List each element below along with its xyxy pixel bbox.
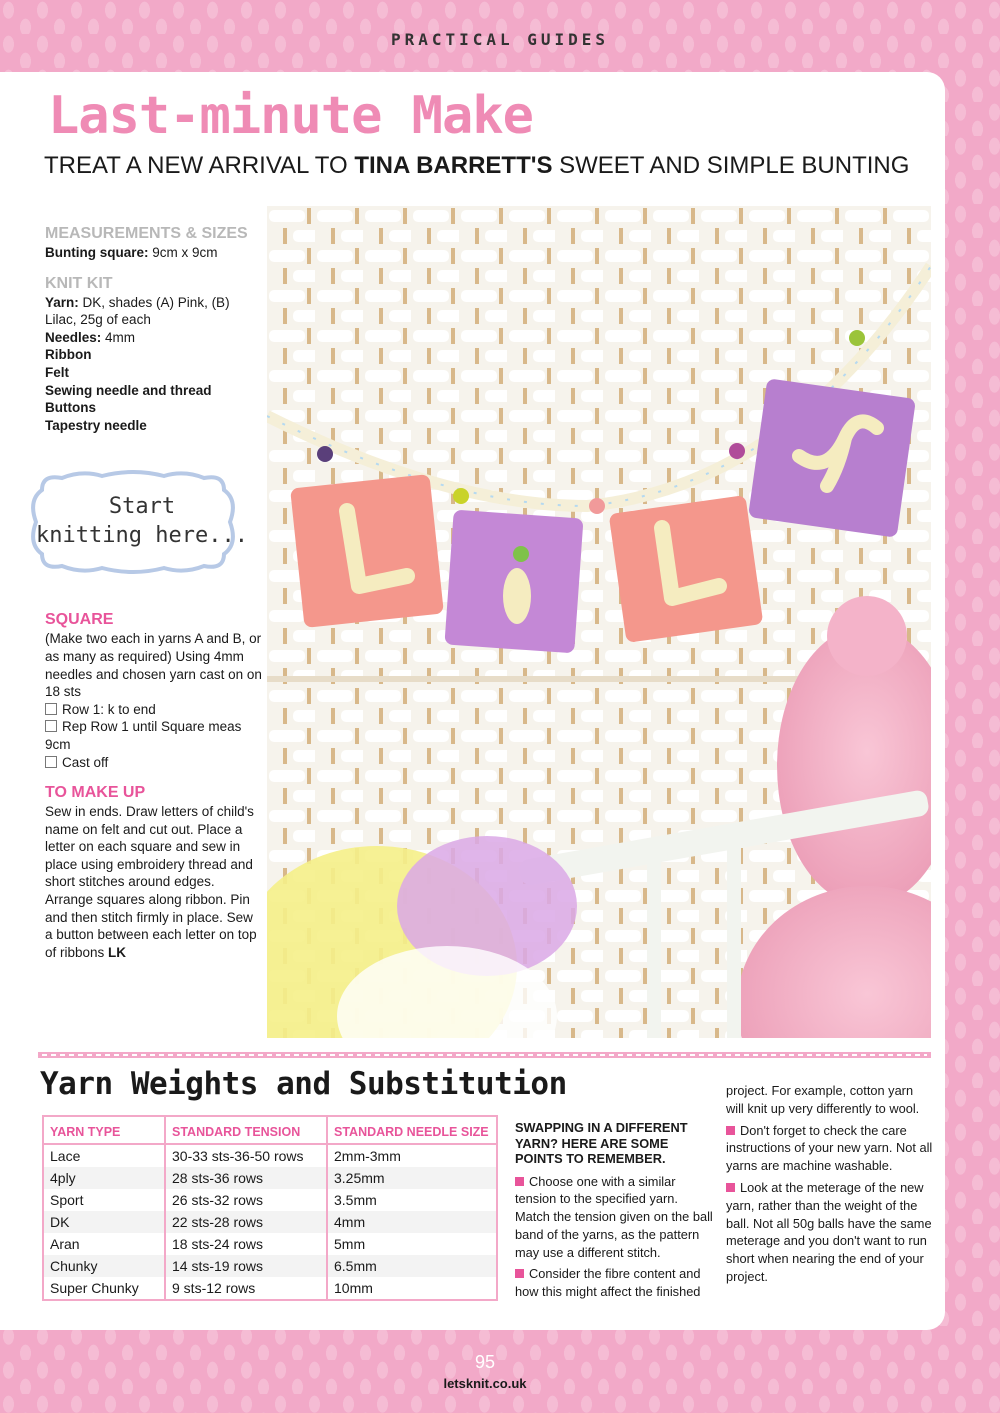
col-header: STANDARD TENSION — [165, 1116, 327, 1144]
kit-needles — [45, 329, 263, 347]
subtitle-pre: TREAT A NEW ARRIVAL TO — [44, 152, 355, 179]
kit-item: Tapestry needle — [45, 417, 147, 433]
button-decoration — [589, 498, 605, 514]
tip-item: Consider the fibre content and how this might affect the finished — [515, 1266, 701, 1300]
table-row: 4ply 28 sts-36 rows 3.25mm — [43, 1167, 497, 1189]
bullet-icon — [515, 1269, 524, 1278]
bunting-flag — [444, 510, 583, 654]
square-step: Rep Row 1 until Square meas 9cm — [45, 719, 242, 752]
section-header: PRACTICAL GUIDES — [390, 30, 610, 49]
pattern-sidebar — [45, 224, 263, 961]
bunting-photo — [267, 206, 931, 1038]
table-row: Lace 30-33 sts-36-50 rows 2mm-3mm — [43, 1144, 497, 1167]
measurements-heading: MEASUREMENTS & SIZES — [45, 225, 248, 242]
tip-item: Look at the meterage of the new yarn, rather than the weight of the ball. Not all 50g balls have the same meterage and you don't want to run short when nearing the end of your project. — [726, 1179, 932, 1284]
tips-column-1 — [515, 1120, 713, 1305]
tip-item: Don't forget to check the care instructions of your new yarn. Not all yarns are machine washable. — [726, 1122, 933, 1174]
tip-item: Choose one with a similar tension to the specified yarn. Match the tension given on the ball band of the yarns, as the pattern may use a different stitch. — [515, 1173, 713, 1260]
table-row: Chunky 14 sts-19 rows 6.5mm — [43, 1255, 497, 1277]
section-divider — [38, 1050, 931, 1060]
measurements-value: 9cm x 9cm — [148, 245, 218, 260]
yarn-section-title: Yarn Weights and Substitution — [40, 1066, 567, 1102]
bunting-flag — [609, 495, 764, 643]
kit-item: Felt — [45, 364, 70, 380]
kit-yarn-value: DK, shades (A) Pink, (B) Lilac, 25g of each — [45, 294, 230, 328]
tips-column-2 — [726, 1082, 934, 1290]
checkbox-icon — [45, 756, 57, 768]
kit-yarn — [45, 294, 263, 329]
kit-needles-label: Needles: — [45, 329, 102, 345]
site-url: letsknit.co.uk — [443, 1376, 527, 1391]
kit-item: Ribbon — [45, 347, 92, 363]
button-decoration — [729, 443, 745, 459]
subtitle-post: SWEET AND SIMPLE BUNTING — [552, 152, 910, 179]
table-row: Aran 18 sts-24 rows 5mm — [43, 1233, 497, 1255]
col-header: YARN TYPE — [43, 1116, 165, 1144]
knit-kit-heading: KNIT KIT — [45, 274, 113, 292]
make-up-body: Sew in ends. Draw letters of child's name on felt and cut out. Place a letter on each square and sew in place using embroidery thread and short stitches around edges. Arrange squares along ribbon. Pin and then stitch firmly in place. Sew a button between each letter on top of ribbons LK — [45, 804, 257, 960]
bunting-flag — [748, 378, 916, 538]
measurements-label: Bunting square: — [45, 245, 149, 260]
bunting-illustration — [267, 206, 931, 1038]
button-decoration — [317, 446, 333, 462]
start-badge: Start knitting here... — [36, 494, 248, 548]
signoff: LK — [108, 944, 127, 960]
subtitle-author: TINA BARRETT'S — [354, 152, 553, 179]
page-number: 95 — [474, 1352, 496, 1372]
button-decoration — [849, 330, 865, 346]
square-step: Row 1: k to end — [45, 701, 263, 719]
table-row: DK 22 sts-28 rows 4mm — [43, 1211, 497, 1233]
square-step: Cast off — [45, 754, 263, 772]
table-header-row — [43, 1116, 497, 1144]
table-row: Sport 26 sts-32 rows 3.5mm — [43, 1189, 497, 1211]
bullet-icon — [726, 1183, 735, 1192]
measurements-line — [45, 244, 263, 262]
checkbox-icon — [45, 720, 57, 732]
kit-item: Buttons — [45, 400, 96, 416]
subtitle — [44, 152, 909, 180]
button-decoration — [453, 488, 469, 504]
bullet-icon — [515, 1177, 524, 1186]
kit-yarn-label: Yarn: — [45, 294, 79, 310]
bullet-icon — [726, 1126, 735, 1135]
kit-item: Sewing needle and thread — [45, 382, 212, 398]
square-intro: (Make two each in yarns A and B, or as many as required) Using 4mm needles and chosen yarn cast on on 18 sts — [45, 631, 262, 700]
bunting-flag — [290, 474, 444, 628]
checkbox-icon — [45, 703, 57, 715]
kit-needles-value: 4mm — [101, 329, 136, 345]
make-up-heading: TO MAKE UP — [45, 784, 146, 802]
tip-continued: project. For example, cotton yarn will knit up very differently to wool. — [726, 1083, 920, 1116]
square-heading: SQUARE — [45, 611, 114, 629]
yarn-weights-table — [42, 1115, 498, 1301]
col-header: STANDARD NEEDLE SIZE — [327, 1116, 497, 1144]
table-row: Super Chunky 9 sts-12 rows 10mm — [43, 1277, 497, 1300]
tips-heading: SWAPPING IN A DIFFERENT YARN? HERE ARE SOME POINTS TO REMEMBER. — [515, 1120, 688, 1166]
page-title: Last-minute Make — [48, 86, 533, 146]
